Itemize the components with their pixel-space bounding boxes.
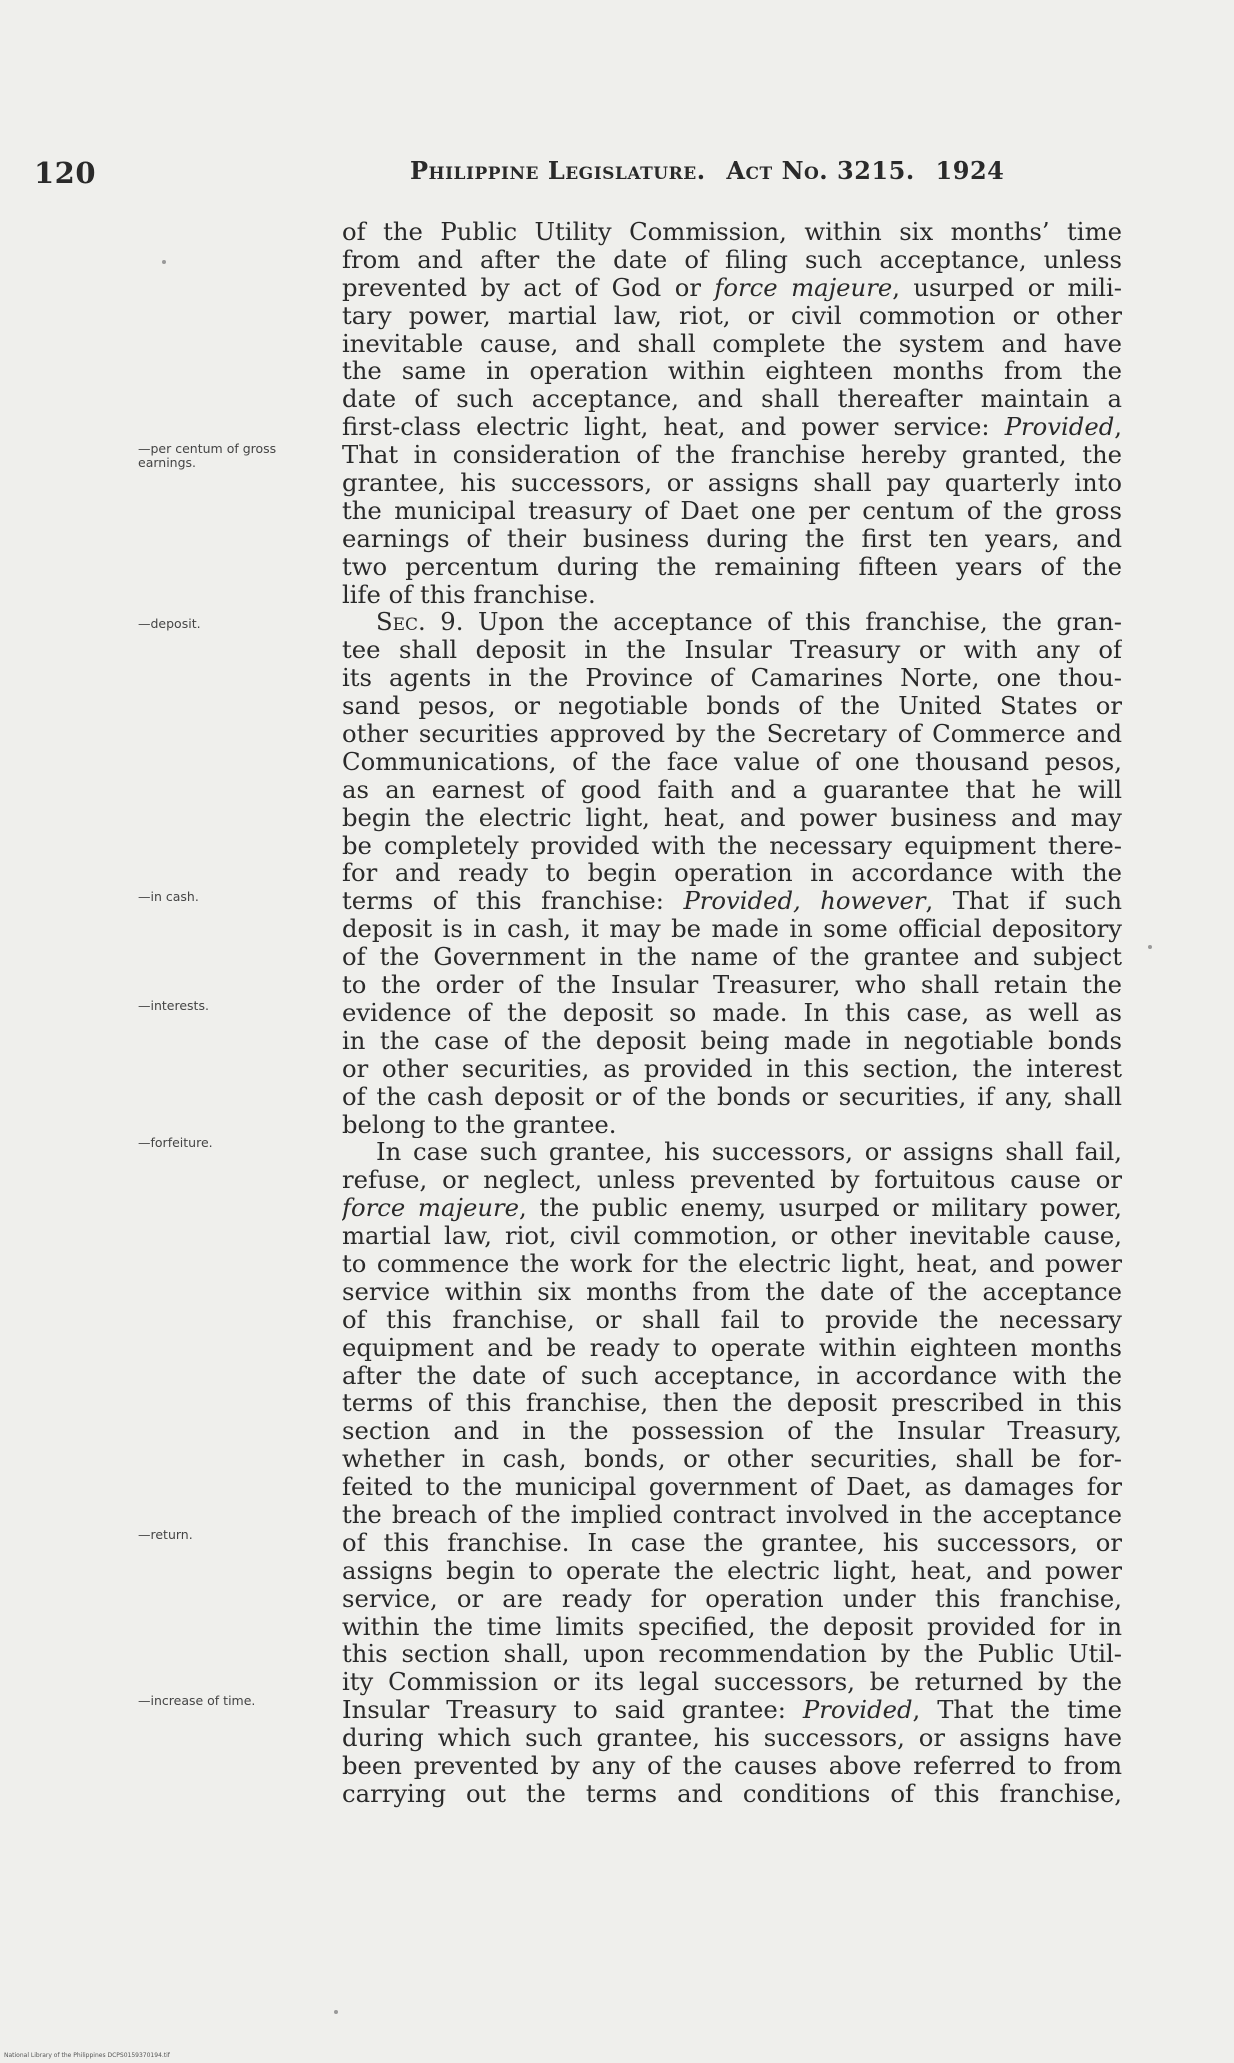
body-text-run: of the Public Utility Commission, within six months’ time [342, 218, 1122, 246]
body-text-run: other securities approved by the Secretary of Commerce and [342, 720, 1122, 748]
italic-run: Provided [802, 1696, 913, 1725]
body-line [342, 1362, 1122, 1390]
body-line [342, 608, 1122, 636]
body-line [342, 1083, 1122, 1111]
margin-note: —in cash. [138, 889, 199, 904]
body-line [342, 999, 1122, 1027]
body-text-run: service, or are ready for operation under this franchise, [342, 1584, 1122, 1613]
body-text-run: , the public enemy, usurped or military power, [519, 1194, 1122, 1223]
body-text-run: been prevented by any of the causes above referred to from [342, 1751, 1122, 1780]
body-text-run: In case such grantee, his successors, or assigns shall fail, [376, 1138, 1122, 1167]
scan-dot [334, 2010, 338, 2014]
body-line [342, 832, 1122, 860]
body-text-run: during which such grantee, his successors, or assigns have [342, 1724, 1122, 1752]
body-text-run: terms of this franchise, then the deposit prescribed in this [342, 1389, 1122, 1418]
body-text-run: service within six months from the date of the acceptance [342, 1277, 1122, 1306]
body-line [342, 720, 1122, 748]
body-line [342, 1445, 1122, 1473]
body-line [342, 1334, 1122, 1362]
body-text-run: Insular Treasury to said grantee: [342, 1696, 803, 1725]
body-line [342, 1250, 1122, 1278]
body-text-run: terms of this franchise: [342, 887, 684, 916]
body-text-run: That in consideration of the franchise hereby granted, the [342, 441, 1122, 470]
body-line [342, 1417, 1122, 1445]
body-text-run: Communications, of the face value of one thousand pesos, [342, 747, 1122, 776]
body-line [342, 1613, 1122, 1641]
body-text-run: within the time limits specified, the deposit provided for in [342, 1612, 1122, 1641]
body-text-run: feited to the municipal government of Daet, as damages for [342, 1473, 1122, 1501]
body-line [342, 525, 1122, 553]
body-text-run: the municipal treasury of Daet one per centum of the gross [342, 496, 1122, 525]
body-line [342, 1194, 1122, 1222]
body-text-run: of this franchise, or shall fail to provide the necessary [342, 1305, 1122, 1334]
body-text-run: evidence of the deposit so made. In this case, as well as [342, 998, 1122, 1027]
body-text-run: assigns begin to operate the electric light, heat, and power [342, 1556, 1122, 1585]
scan-dot [1148, 945, 1152, 949]
body-line [342, 385, 1122, 413]
body-line [342, 469, 1122, 497]
body-line [342, 971, 1122, 999]
body-text-run: to commence the work for the electric light, heat, and power [342, 1249, 1122, 1278]
body-line [342, 330, 1122, 358]
body-line [342, 943, 1122, 971]
body-text-run: deposit is in cash, it may be made in some official depository [342, 915, 1122, 944]
body-line [342, 1027, 1122, 1055]
body-text-run: martial law, riot, civil commotion, or other inevitable cause, [342, 1222, 1122, 1250]
running-head-act: Act No. 3215. [726, 156, 915, 185]
body-text-run: to the order of the Insular Treasurer, who shall retain the [342, 971, 1122, 999]
body-line [342, 1138, 1122, 1166]
body-line [342, 302, 1122, 330]
body-text-run: earnings of their business during the first ten years, and [342, 524, 1122, 553]
body-line [342, 915, 1122, 943]
body-text-run: inevitable cause, and shall complete the system and have [342, 329, 1122, 358]
italic-run: Provided, however [683, 887, 926, 916]
body-text-run: life of this franchise. [342, 580, 596, 609]
body-text-run: of this franchise. In case the grantee, his successors, or [342, 1528, 1122, 1557]
body-line [342, 804, 1122, 832]
margin-note: —deposit. [138, 616, 201, 631]
body-text-run: begin the electric light, heat, and power business and may [342, 803, 1122, 832]
body-line [342, 748, 1122, 776]
body-line [342, 1473, 1122, 1501]
body-line [342, 274, 1122, 302]
italic-run: force majeure [342, 1194, 519, 1223]
body-text-run: be completely provided with the necessary equipment there- [342, 831, 1122, 860]
body-text-run: or other securities, as provided in this section, the interest [342, 1054, 1122, 1083]
body-text-run: of the Government in the name of the grantee and subject [342, 943, 1122, 972]
margin-note: —return. [138, 1527, 193, 1542]
body-text-run: of the cash deposit or of the bonds or securities, if any, shall [342, 1082, 1122, 1111]
section-label: Sec. [376, 608, 426, 637]
body-line [342, 1529, 1122, 1557]
body-text-run: whether in cash, bonds, or other securities, shall be for- [342, 1445, 1122, 1474]
body-text-run: for and ready to begin operation in accordance with the [342, 859, 1122, 888]
body-text-run: two percentum during the remaining fifteen years of the [342, 552, 1122, 581]
body-line [342, 1166, 1122, 1194]
body-line [342, 1278, 1122, 1306]
body-line [342, 776, 1122, 804]
body-text-run: belong to the grantee. [342, 1110, 617, 1139]
body-text-run: as an earnest of good faith and a guarantee that he will [342, 775, 1122, 804]
body-line [342, 859, 1122, 887]
body-line [342, 1501, 1122, 1529]
body-text-run: , usurped or mili- [892, 273, 1122, 302]
body-line [342, 1752, 1122, 1780]
body-line [342, 1222, 1122, 1250]
body-line [342, 246, 1122, 274]
body-text-run: the breach of the implied contract involved in the acceptance [342, 1500, 1122, 1529]
body-line [342, 581, 1122, 609]
body-line [342, 1557, 1122, 1585]
body-text-run: tee shall deposit in the Insular Treasury or with any of [342, 636, 1122, 665]
body-line [342, 413, 1122, 441]
margin-note: —interests. [138, 998, 209, 1013]
body-text-run: , [1114, 413, 1122, 442]
body-line [342, 1724, 1122, 1752]
body-line [342, 1055, 1122, 1083]
body-line [342, 1696, 1122, 1724]
body-text-run: this section shall, upon recommendation by the Public Util- [342, 1640, 1122, 1669]
body-line [342, 1306, 1122, 1334]
body-text-run: 9. Upon the acceptance of this franchise, the gran- [425, 608, 1122, 637]
body-text-run: in the case of the deposit being made in negotiable bonds [342, 1026, 1122, 1055]
margin-note: —forfeiture. [138, 1135, 213, 1150]
scan-dot [162, 260, 166, 264]
body-line [342, 1668, 1122, 1696]
body-text [342, 218, 1122, 1808]
body-line [342, 1640, 1122, 1668]
body-text-run: prevented by act of God or [342, 273, 715, 302]
margin-note: —per centum of gross earnings. [138, 441, 277, 470]
body-line [342, 1780, 1122, 1808]
body-text-run: first-class electric light, heat, and power service: [342, 413, 1005, 442]
body-line [342, 1111, 1122, 1139]
body-line [342, 553, 1122, 581]
body-text-run: , That if such [925, 887, 1122, 916]
body-text-run: tary power, martial law, riot, or civil commotion or other [342, 301, 1122, 330]
body-line [342, 441, 1122, 469]
body-text-run: the same in operation within eighteen months from the [342, 357, 1122, 386]
body-text-run: from and after the date of filing such acceptance, unless [342, 245, 1122, 274]
body-text-run: , That the time [912, 1696, 1122, 1725]
italic-run: force majeure [714, 273, 893, 302]
body-line [342, 1389, 1122, 1417]
body-line [342, 887, 1122, 915]
body-line [342, 636, 1122, 664]
body-line [342, 218, 1122, 246]
body-text-run: date of such acceptance, and shall thereafter maintain a [342, 385, 1122, 414]
italic-run: Provided [1004, 413, 1115, 442]
running-head-legislature: Philippine Legislature. [410, 156, 706, 185]
footer-scan-info: National Library of the Philippines DCPS0159370194.tif [4, 2052, 170, 2059]
body-text-run: sand pesos, or negotiable bonds of the United States or [342, 692, 1122, 721]
page-number: 120 [34, 156, 97, 190]
body-line [342, 497, 1122, 525]
running-head-year: 1924 [935, 156, 1005, 185]
margin-note: —increase of time. [138, 1693, 256, 1708]
body-text-run: after the date of such acceptance, in accordance with the [342, 1361, 1122, 1390]
body-text-run: section and in the possession of the Insular Treasury, [342, 1417, 1122, 1446]
body-text-run: ity Commission or its legal successors, be returned by the [342, 1668, 1122, 1697]
body-text-run: equipment and be ready to operate within eighteen months [342, 1333, 1122, 1362]
body-text-run: refuse, or neglect, unless prevented by fortuitous cause or [342, 1166, 1122, 1195]
body-line [342, 664, 1122, 692]
body-line [342, 357, 1122, 385]
body-text-run: grantee, his successors, or assigns shall pay quarterly into [342, 469, 1122, 497]
running-head [410, 156, 1004, 185]
body-text-run: carrying out the terms and conditions of this franchise, [342, 1779, 1122, 1808]
body-line [342, 1585, 1122, 1613]
body-line [342, 692, 1122, 720]
body-text-run: its agents in the Province of Camarines Norte, one thou- [342, 664, 1122, 693]
